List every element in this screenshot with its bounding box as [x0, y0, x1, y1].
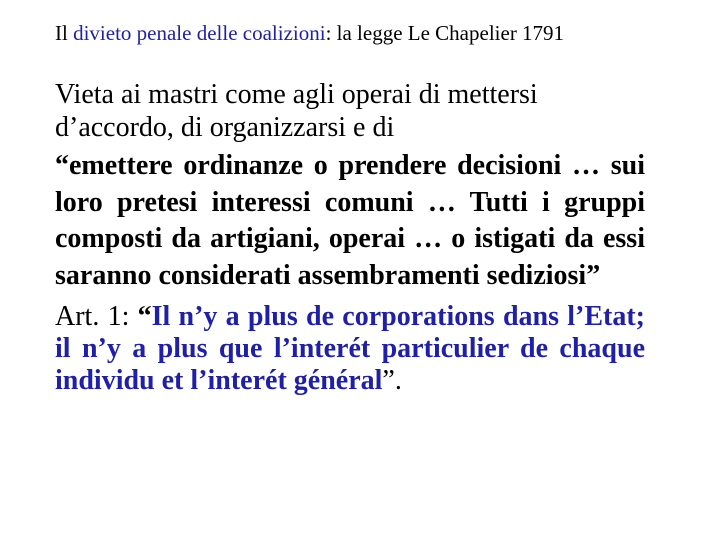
body-paragraph-quote: “emettere ordinanze o prendere decisioni … sui loro pretesi interessi comuni … Tutti i gruppi composti da artigiani, operai … o istigati da essi saranno considerati assembramenti sediziosi”: [55, 150, 645, 291]
slide-body: [55, 78, 645, 397]
slide-title: [55, 20, 675, 46]
title-suffix: : la legge Le Chapelier 1791: [325, 21, 565, 45]
body-paragraph-intro: Vieta ai mastri come agli operai di mettersi d’accordo, di organizzarsi e di: [55, 79, 538, 143]
title-highlight: divieto penale delle coalizioni: [73, 21, 326, 45]
article-quote: Il n’y a plus de corporations dans l’Etat; il n’y a plus que l’interét particulier de chaque individu et l’interét général: [55, 301, 645, 396]
article-open-quote: “: [137, 301, 152, 332]
article-label: Art. 1:: [55, 301, 138, 332]
article-close: ”.: [382, 365, 402, 396]
article-paragraph: [55, 301, 645, 397]
title-prefix: Il: [55, 21, 74, 45]
